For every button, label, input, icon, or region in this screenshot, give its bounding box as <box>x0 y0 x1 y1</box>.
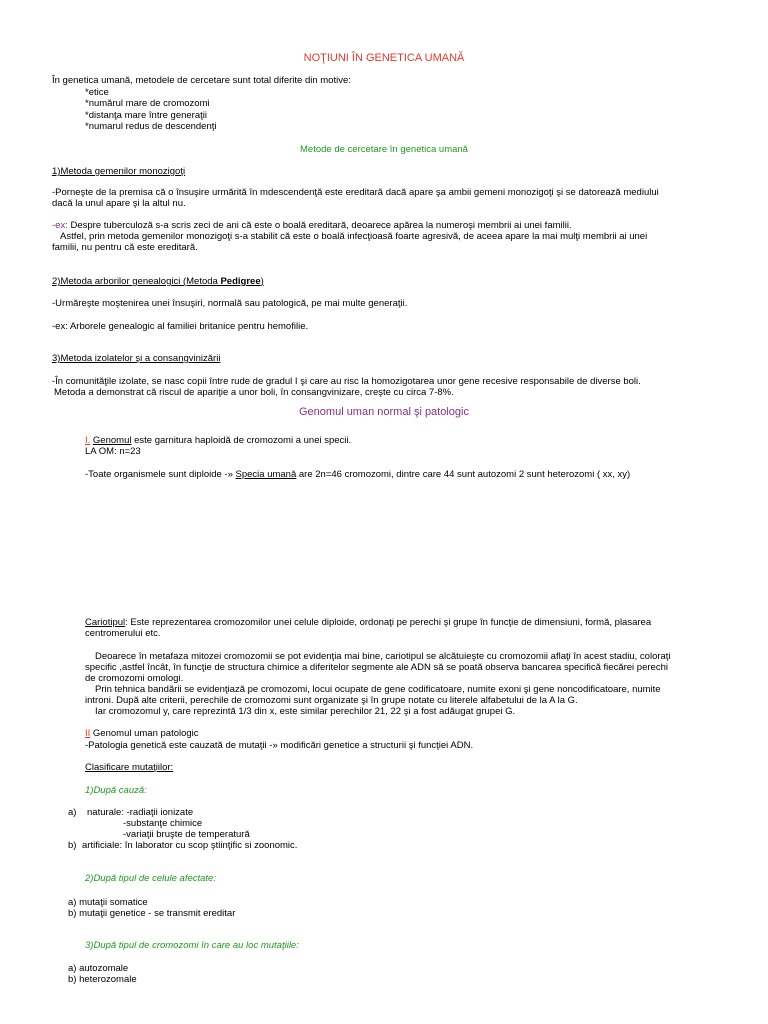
pathology-text: -Patologia genetică este cauzată de mutaţii -» modificări genetice a structurii şi funcţiei ADN. <box>85 740 474 751</box>
method2-heading-text: 2)Metoda arborilor genealogici (Metoda <box>52 276 221 287</box>
document-title: NOŢIUNI ÎN GENETICA UMANĂ <box>303 52 465 64</box>
method2-heading <box>52 276 264 287</box>
karyotype-text: Deoarece în metafaza mitozei cromozomii se pot evidenţia mai bine, cariotipul se alcătuieşte cu cromozomii aflaţi în acest stadiu, coloraţi <box>95 651 671 662</box>
genome-def-text: este garnitura haploidă de cromozomi a unei specii. <box>131 435 352 446</box>
diploid-text-end: are 2n=46 cromozomi, dintre care 44 sunt autozomi 2 sunt heterozomi ( xx, xy) <box>296 469 631 480</box>
cause-a-sub: -substanţe chimice <box>123 818 203 829</box>
cause-a-sub: -variaţii bruşte de temperatură <box>123 829 250 840</box>
cause-a-label: a) <box>68 807 77 818</box>
genome-om: LA OM: n=23 <box>85 446 141 457</box>
diploid-text: -Toate organismele sunt diploide -» <box>85 469 236 480</box>
example-text: Despre tuberculoză s-a scris zeci de ani că este o boală ereditară, deoarece apărea la numeroşi membrii ai unei familii. <box>67 220 572 231</box>
method2-heading-end: ) <box>260 276 264 287</box>
method2-text: -Urmăreşte moştenirea unei însuşiri, normală sau patologică, pe mai multe generaţii. <box>52 298 408 309</box>
intro-reason: *numarul redus de descendenţi <box>85 121 217 132</box>
karyotype-text: de cromozomi omologi. <box>85 673 184 684</box>
karyotype-term: Cariotipul <box>85 617 126 628</box>
method3-text: Metoda a demonstrat că riscul de apariţie a unor boli, în consangvinizare, creşte cu circa 7-8%. <box>54 387 454 398</box>
cell-type-b: b) mutaţii genetice - se transmit ereditar <box>68 908 236 919</box>
karyotype-text: Prin tehnica bandării se evidenţiază pe cromozomi, locui ocupate de gene codificatoare, numite exoni şi gene noncodificatoare, numite <box>95 684 661 695</box>
cause-a-text: naturale: -radiaţii ionizate <box>87 807 194 818</box>
cause-heading: 1)După cauză: <box>85 785 147 796</box>
genome-heading: Genomul uman normal şi patologic <box>299 406 469 418</box>
method1-text: -Porneşte de la premisa că o însuşire urmărită în mdescendenţă este ereditară dacă apare şa ambii gemeni monozigoţi şi se datorează mediului <box>52 187 659 198</box>
section-number: II <box>85 728 91 739</box>
methods-heading: Metode de cercetare în genetica umană <box>300 144 468 155</box>
method2-heading-bold: Pedigree <box>220 276 261 287</box>
intro-lead: În genetica umană, metodele de cercetare sunt total diferite din motive: <box>52 75 351 86</box>
karyotype-text: centromerului etc. <box>85 628 161 639</box>
method1-text: dacă la unul apare şi la altul nu. <box>52 198 186 209</box>
karyotype-definition <box>85 617 651 628</box>
section-number: I. <box>85 435 91 446</box>
example-label: -ex: <box>52 220 68 231</box>
method2-example: -ex: Arborele genealogic al familiei britanice pentru hemofilie. <box>52 321 309 332</box>
karyotype-text: specific ,astfel încât, în funcţie de structura chimice a diferitelor segmente ale ADN să se poată observa bancarea specifică fiecărei perechi <box>85 662 668 673</box>
method1-example <box>52 220 572 231</box>
chromosome-type-heading: 3)După tipul de cromozomi în care au loc mutaţiile: <box>85 940 299 951</box>
intro-reason: *distanţa mare între generaţii <box>85 110 207 121</box>
genome-diploid <box>85 469 630 480</box>
species-term: Specia umană <box>235 469 297 480</box>
intro-reason: *etice <box>85 87 109 98</box>
cause-b-label: b) <box>68 840 77 851</box>
pathology-heading <box>85 728 199 739</box>
chromosome-type-a: a) autozomale <box>68 963 129 974</box>
genome-term: Genomul <box>92 435 132 446</box>
cell-type-a: a) mutaţii somatice <box>68 897 148 908</box>
method1-heading: 1)Metoda gemenilor monozigoţi <box>52 166 186 177</box>
intro-reason: *numărul mare de cromozomi <box>85 98 210 109</box>
method3-heading: 3)Metoda izolatelor şi a consangvinizării <box>52 353 221 364</box>
genome-definition <box>85 435 351 446</box>
method3-text: -În comunităţile izolate, se nasc copii între rude de gradul I şi care au risc la homozigotarea unor gene recesive responsabile de diverse boli. <box>52 376 641 387</box>
karyotype-def-text: : Este reprezentarea cromozomilor unei celule diploide, ordonaţi pe perechi şi grupe în funcţie de dimensiuni, formă, plasarea <box>125 617 652 628</box>
karyotype-text: Iar cromozomul y, care reprezintă 1/3 din x, este similar perechilor 21, 22 şi a fost adăugat grupei G. <box>95 706 516 717</box>
mutation-classification: Clasificare mutaţiilor: <box>85 762 174 773</box>
cause-b-text: artificiale: în laborator cu scop ştiinţific si zoonomic. <box>82 840 298 851</box>
method1-example-text: familii, nu pentru că este ereditară. <box>52 242 198 253</box>
karyotype-text: introni. După alte criterii, perechile de cromozomi sunt organizate şi în grupe notate cu literele alfabetului de la A la G. <box>85 695 578 706</box>
cell-type-heading: 2)După tipul de celule afectate: <box>85 873 216 884</box>
chromosome-type-b: b) heterozomale <box>68 974 137 985</box>
method1-example-text: Astfel, prin metoda gemenilor monozigoţi s-a stabilit că este o boală infecţioasă foarte agresivă, de aceea apare la mai mulţi membrii ai unei <box>60 231 648 242</box>
pathology-heading-text: Genomul uman patologic <box>90 728 199 739</box>
